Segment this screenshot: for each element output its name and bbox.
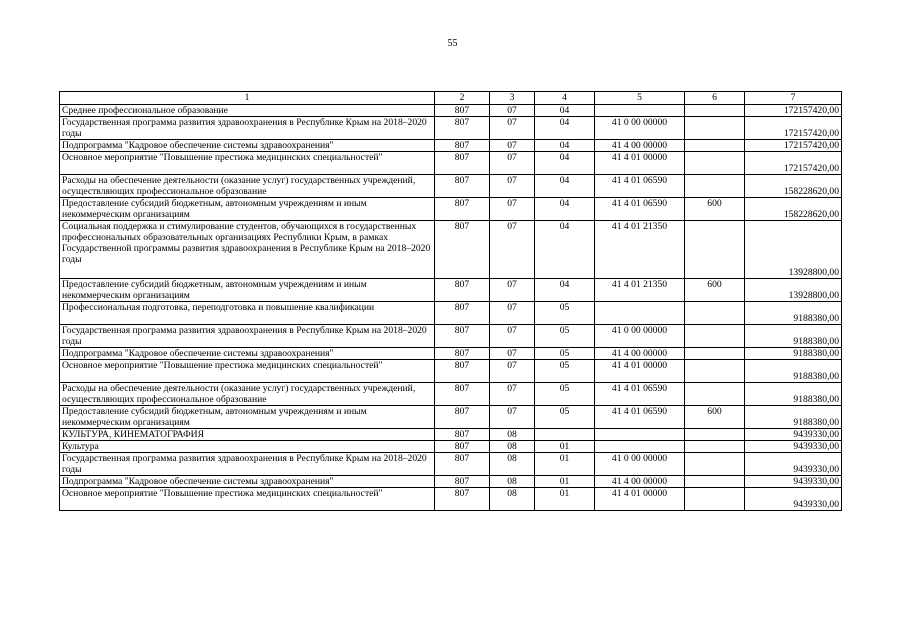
section-code-cell: 08 [490, 476, 535, 488]
subsection-code-cell: 04 [535, 117, 595, 140]
target-item-code-cell: 41 4 01 21350 [595, 279, 685, 302]
section-code-cell: 07 [490, 383, 535, 406]
expense-type-code-cell [685, 441, 745, 453]
header-cell: 7 [745, 92, 842, 105]
expense-type-code-cell: 600 [685, 198, 745, 221]
table-row [60, 488, 842, 511]
row-name-cell: Предоставление субсидий бюджетным, автономным учреждениям и иным некоммерческим организациям [60, 279, 435, 302]
ved-code-cell: 807 [435, 488, 490, 511]
target-item-code-cell [595, 105, 685, 117]
subsection-code-cell: 04 [535, 105, 595, 117]
header-cell: 1 [60, 92, 435, 105]
section-code-cell: 07 [490, 140, 535, 152]
table-row [60, 152, 842, 175]
target-item-code-cell: 41 4 00 00000 [595, 476, 685, 488]
target-item-code-cell [595, 302, 685, 325]
table-header-row [60, 92, 842, 105]
section-code-cell: 07 [490, 175, 535, 198]
subsection-code-cell: 04 [535, 152, 595, 175]
section-code-cell: 07 [490, 406, 535, 429]
section-code-cell: 07 [490, 105, 535, 117]
table-row [60, 105, 842, 117]
expense-type-code-cell [685, 360, 745, 383]
row-name-cell: Основное мероприятие "Повышение престижа медицинских специальностей" [60, 488, 435, 511]
subsection-code-cell: 05 [535, 360, 595, 383]
section-code-cell: 08 [490, 488, 535, 511]
section-code-cell: 07 [490, 360, 535, 383]
table-row [60, 175, 842, 198]
ved-code-cell: 807 [435, 406, 490, 429]
table-row [60, 441, 842, 453]
target-item-code-cell [595, 441, 685, 453]
amount-cell: 9439330,00 [745, 488, 842, 511]
target-item-code-cell: 41 4 01 21350 [595, 221, 685, 279]
table-row [60, 429, 842, 441]
subsection-code-cell: 05 [535, 348, 595, 360]
subsection-code-cell: 05 [535, 406, 595, 429]
amount-cell: 9188380,00 [745, 360, 842, 383]
table-row [60, 117, 842, 140]
ved-code-cell: 807 [435, 198, 490, 221]
ved-code-cell: 807 [435, 302, 490, 325]
target-item-code-cell: 41 4 01 00000 [595, 488, 685, 511]
target-item-code-cell: 41 4 00 00000 [595, 140, 685, 152]
subsection-code-cell: 05 [535, 383, 595, 406]
expense-type-code-cell [685, 383, 745, 406]
ved-code-cell: 807 [435, 117, 490, 140]
section-code-cell: 07 [490, 221, 535, 279]
expense-type-code-cell [685, 105, 745, 117]
amount-cell: 172157420,00 [745, 152, 842, 175]
header-cell: 6 [685, 92, 745, 105]
row-name-cell: Основное мероприятие "Повышение престижа медицинских специальностей" [60, 360, 435, 383]
expense-type-code-cell [685, 152, 745, 175]
ved-code-cell: 807 [435, 476, 490, 488]
row-name-cell: КУЛЬТУРА, КИНЕМАТОГРАФИЯ [60, 429, 435, 441]
table-row [60, 221, 842, 279]
amount-cell: 9439330,00 [745, 441, 842, 453]
target-item-code-cell: 41 4 01 00000 [595, 152, 685, 175]
ved-code-cell: 807 [435, 152, 490, 175]
target-item-code-cell [595, 429, 685, 441]
subsection-code-cell: 04 [535, 221, 595, 279]
ved-code-cell: 807 [435, 383, 490, 406]
row-name-cell: Подпрограмма "Кадровое обеспечение системы здравоохранения" [60, 348, 435, 360]
expense-type-code-cell [685, 140, 745, 152]
target-item-code-cell: 41 4 01 06590 [595, 198, 685, 221]
amount-cell: 158228620,00 [745, 175, 842, 198]
section-code-cell: 08 [490, 453, 535, 476]
row-name-cell: Подпрограмма "Кадровое обеспечение системы здравоохранения" [60, 476, 435, 488]
section-code-cell: 07 [490, 117, 535, 140]
row-name-cell: Среднее профессиональное образование [60, 105, 435, 117]
target-item-code-cell: 41 0 00 00000 [595, 453, 685, 476]
table-row [60, 476, 842, 488]
section-code-cell: 07 [490, 152, 535, 175]
ved-code-cell: 807 [435, 453, 490, 476]
table-row [60, 302, 842, 325]
subsection-code-cell [535, 429, 595, 441]
section-code-cell: 07 [490, 348, 535, 360]
amount-cell: 13928800,00 [745, 279, 842, 302]
section-code-cell: 07 [490, 325, 535, 348]
row-name-cell: Государственная программа развития здравоохранения в Республике Крым на 2018–2020 годы [60, 325, 435, 348]
row-name-cell: Профессиональная подготовка, переподготовка и повышение квалификации [60, 302, 435, 325]
subsection-code-cell: 01 [535, 476, 595, 488]
expense-type-code-cell [685, 302, 745, 325]
table-row [60, 325, 842, 348]
target-item-code-cell: 41 4 01 00000 [595, 360, 685, 383]
table-row [60, 453, 842, 476]
table-row [60, 383, 842, 406]
row-name-cell: Предоставление субсидий бюджетным, автономным учреждениям и иным некоммерческим организациям [60, 198, 435, 221]
page-number: 55 [447, 38, 458, 49]
target-item-code-cell: 41 4 01 06590 [595, 406, 685, 429]
table-row [60, 360, 842, 383]
ved-code-cell: 807 [435, 140, 490, 152]
target-item-code-cell: 41 0 00 00000 [595, 325, 685, 348]
ved-code-cell: 807 [435, 279, 490, 302]
row-name-cell: Основное мероприятие "Повышение престижа медицинских специальностей" [60, 152, 435, 175]
expense-type-code-cell [685, 476, 745, 488]
expense-type-code-cell [685, 348, 745, 360]
table-row [60, 348, 842, 360]
amount-cell: 9188380,00 [745, 406, 842, 429]
amount-cell: 9439330,00 [745, 476, 842, 488]
ved-code-cell: 807 [435, 175, 490, 198]
expense-type-code-cell: 600 [685, 406, 745, 429]
expense-type-code-cell: 600 [685, 279, 745, 302]
amount-cell: 9439330,00 [745, 453, 842, 476]
subsection-code-cell: 04 [535, 175, 595, 198]
row-name-cell: Расходы на обеспечение деятельности (оказание услуг) государственных учреждений, осуществляющих профессиональное образование [60, 175, 435, 198]
amount-cell: 172157420,00 [745, 105, 842, 117]
amount-cell: 9188380,00 [745, 302, 842, 325]
target-item-code-cell: 41 4 00 00000 [595, 348, 685, 360]
ved-code-cell: 807 [435, 429, 490, 441]
amount-cell: 9188380,00 [745, 383, 842, 406]
expense-type-code-cell [685, 488, 745, 511]
ved-code-cell: 807 [435, 360, 490, 383]
subsection-code-cell: 01 [535, 488, 595, 511]
subsection-code-cell: 05 [535, 302, 595, 325]
amount-cell: 13928800,00 [745, 221, 842, 279]
section-code-cell: 07 [490, 302, 535, 325]
expense-type-code-cell [685, 221, 745, 279]
subsection-code-cell: 01 [535, 453, 595, 476]
ved-code-cell: 807 [435, 221, 490, 279]
amount-cell: 9188380,00 [745, 348, 842, 360]
row-name-cell: Подпрограмма "Кадровое обеспечение системы здравоохранения" [60, 140, 435, 152]
amount-cell: 158228620,00 [745, 198, 842, 221]
table-row [60, 140, 842, 152]
target-item-code-cell: 41 0 00 00000 [595, 117, 685, 140]
row-name-cell: Государственная программа развития здравоохранения в Республике Крым на 2018–2020 годы [60, 117, 435, 140]
subsection-code-cell: 04 [535, 198, 595, 221]
section-code-cell: 07 [490, 279, 535, 302]
header-cell: 5 [595, 92, 685, 105]
budget-table [59, 91, 842, 511]
table-row [60, 198, 842, 221]
row-name-cell: Предоставление субсидий бюджетным, автономным учреждениям и иным некоммерческим организациям [60, 406, 435, 429]
target-item-code-cell: 41 4 01 06590 [595, 383, 685, 406]
section-code-cell: 08 [490, 429, 535, 441]
target-item-code-cell: 41 4 01 06590 [595, 175, 685, 198]
ved-code-cell: 807 [435, 348, 490, 360]
amount-cell: 172157420,00 [745, 117, 842, 140]
subsection-code-cell: 04 [535, 279, 595, 302]
subsection-code-cell: 04 [535, 140, 595, 152]
table-row [60, 279, 842, 302]
expense-type-code-cell [685, 117, 745, 140]
row-name-cell: Расходы на обеспечение деятельности (оказание услуг) государственных учреждений, осуществляющих профессиональное образование [60, 383, 435, 406]
amount-cell: 9188380,00 [745, 325, 842, 348]
subsection-code-cell: 01 [535, 441, 595, 453]
ved-code-cell: 807 [435, 325, 490, 348]
ved-code-cell: 807 [435, 105, 490, 117]
expense-type-code-cell [685, 429, 745, 441]
table-row [60, 406, 842, 429]
header-cell: 3 [490, 92, 535, 105]
row-name-cell: Культура [60, 441, 435, 453]
ved-code-cell: 807 [435, 441, 490, 453]
amount-cell: 9439330,00 [745, 429, 842, 441]
subsection-code-cell: 05 [535, 325, 595, 348]
amount-cell: 172157420,00 [745, 140, 842, 152]
row-name-cell: Социальная поддержка и стимулирование студентов, обучающихся в государственных профессиональных образовательных организациях Республики Крым, в рамках Государственной программы развития здравоохранения в Республике Крым на 2018–2020 годы [60, 221, 435, 279]
expense-type-code-cell [685, 325, 745, 348]
expense-type-code-cell [685, 175, 745, 198]
expense-type-code-cell [685, 453, 745, 476]
header-cell: 2 [435, 92, 490, 105]
header-cell: 4 [535, 92, 595, 105]
row-name-cell: Государственная программа развития здравоохранения в Республике Крым на 2018–2020 годы [60, 453, 435, 476]
section-code-cell: 07 [490, 198, 535, 221]
section-code-cell: 08 [490, 441, 535, 453]
